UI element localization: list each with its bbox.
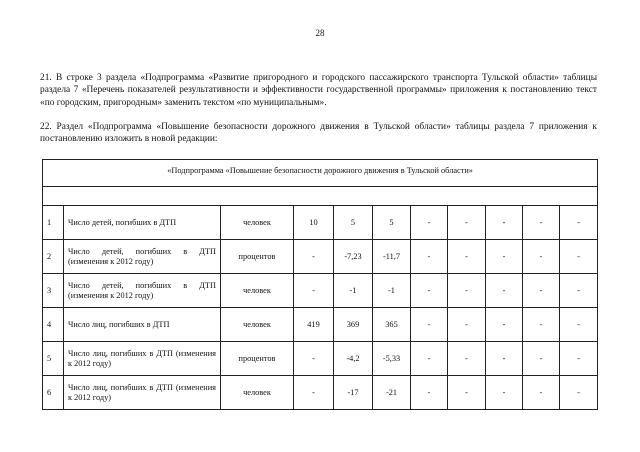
value-cell: -21 xyxy=(373,376,411,410)
value-cell: - xyxy=(448,342,486,376)
value-cell: - xyxy=(560,308,598,342)
value-cell: -1 xyxy=(373,274,411,308)
indicator-name: Число детей, погибших в ДТП (изменения к 2012 году) xyxy=(64,274,221,308)
value-cell: - xyxy=(560,342,598,376)
table-row xyxy=(43,308,598,342)
value-cell: - xyxy=(448,274,486,308)
value-cell: -4,2 xyxy=(334,342,373,376)
row-number: 2 xyxy=(43,240,64,274)
row-number: 5 xyxy=(43,342,64,376)
unit-cell: человек xyxy=(221,206,294,240)
indicator-name: Число детей, погибших в ДТП (изменения к 2012 году) xyxy=(64,240,221,274)
value-cell: - xyxy=(560,376,598,410)
value-cell: - xyxy=(411,240,448,274)
value-cell: - xyxy=(486,240,523,274)
value-cell: - xyxy=(523,308,560,342)
row-number: 4 xyxy=(43,308,64,342)
value-cell: - xyxy=(486,376,523,410)
value-cell: - xyxy=(448,206,486,240)
value-cell: - xyxy=(448,308,486,342)
value-cell: - xyxy=(523,240,560,274)
value-cell: - xyxy=(560,240,598,274)
paragraph-22: 22. Раздел «Подпрограмма «Повышение безопасности дорожного движения в Тульской области» таблицы раздела 7 приложения к постановлению изложить в новой редакции: xyxy=(40,122,597,145)
value-cell: - xyxy=(448,376,486,410)
value-cell: -1 xyxy=(334,274,373,308)
indicator-name: Число лиц, погибших в ДТП xyxy=(64,308,221,342)
value-cell: - xyxy=(486,308,523,342)
value-cell: - xyxy=(411,376,448,410)
table-body xyxy=(43,160,598,410)
table-row xyxy=(43,274,598,308)
table-spacer-row xyxy=(43,187,598,206)
row-number: 3 xyxy=(43,274,64,308)
table-row xyxy=(43,376,598,410)
table-row xyxy=(43,240,598,274)
value-cell: - xyxy=(523,206,560,240)
value-cell: 365 xyxy=(373,308,411,342)
value-cell: - xyxy=(294,274,334,308)
indicator-name: Число детей, погибших в ДТП xyxy=(64,206,221,240)
table-row xyxy=(43,342,598,376)
value-cell: - xyxy=(486,342,523,376)
value-cell: - xyxy=(523,274,560,308)
row-number: 1 xyxy=(43,206,64,240)
value-cell: - xyxy=(523,376,560,410)
value-cell: 10 xyxy=(294,206,334,240)
unit-cell: процентов xyxy=(221,240,294,274)
value-cell: 369 xyxy=(334,308,373,342)
value-cell: - xyxy=(294,342,334,376)
value-cell: - xyxy=(411,274,448,308)
value-cell: 419 xyxy=(294,308,334,342)
value-cell: - xyxy=(411,308,448,342)
indicators-table xyxy=(42,159,598,410)
unit-cell: человек xyxy=(221,308,294,342)
value-cell: -5,33 xyxy=(373,342,411,376)
value-cell: - xyxy=(448,240,486,274)
page-number: 28 xyxy=(315,28,325,38)
value-cell: - xyxy=(486,274,523,308)
value-cell: -7,23 xyxy=(334,240,373,274)
value-cell: - xyxy=(294,376,334,410)
table-row xyxy=(43,206,598,240)
indicator-name: Число лиц, погибших в ДТП (изменения к 2012 году) xyxy=(64,342,221,376)
unit-cell: человек xyxy=(221,376,294,410)
value-cell: -17 xyxy=(334,376,373,410)
value-cell: - xyxy=(486,206,523,240)
value-cell: - xyxy=(560,206,598,240)
paragraph-21: 21. В строке 3 раздела «Подпрограмма «Развитие пригородного и городского пассажирского транспорта Тульской области» таблицы раздела 7 «Перечень показателей результативности и эффективности государственной программы» приложения к постановлению текст «по городским, пригородным» заменить текстом «по муниципальным». xyxy=(40,73,597,108)
unit-cell: процентов xyxy=(221,342,294,376)
value-cell: 5 xyxy=(373,206,411,240)
value-cell: - xyxy=(560,274,598,308)
row-number: 6 xyxy=(43,376,64,410)
subprogram-header: «Подпрограмма «Повышение безопасности дорожного движения в Тульской области» xyxy=(43,160,598,187)
spacer-cell xyxy=(43,187,598,206)
value-cell: - xyxy=(411,342,448,376)
value-cell: - xyxy=(411,206,448,240)
unit-cell: человек xyxy=(221,274,294,308)
table-header-row xyxy=(43,160,598,187)
value-cell: -11,7 xyxy=(373,240,411,274)
value-cell: 5 xyxy=(334,206,373,240)
indicator-name: Число лиц, погибших в ДТП (изменения к 2012 году) xyxy=(64,376,221,410)
value-cell: - xyxy=(294,240,334,274)
value-cell: - xyxy=(523,342,560,376)
